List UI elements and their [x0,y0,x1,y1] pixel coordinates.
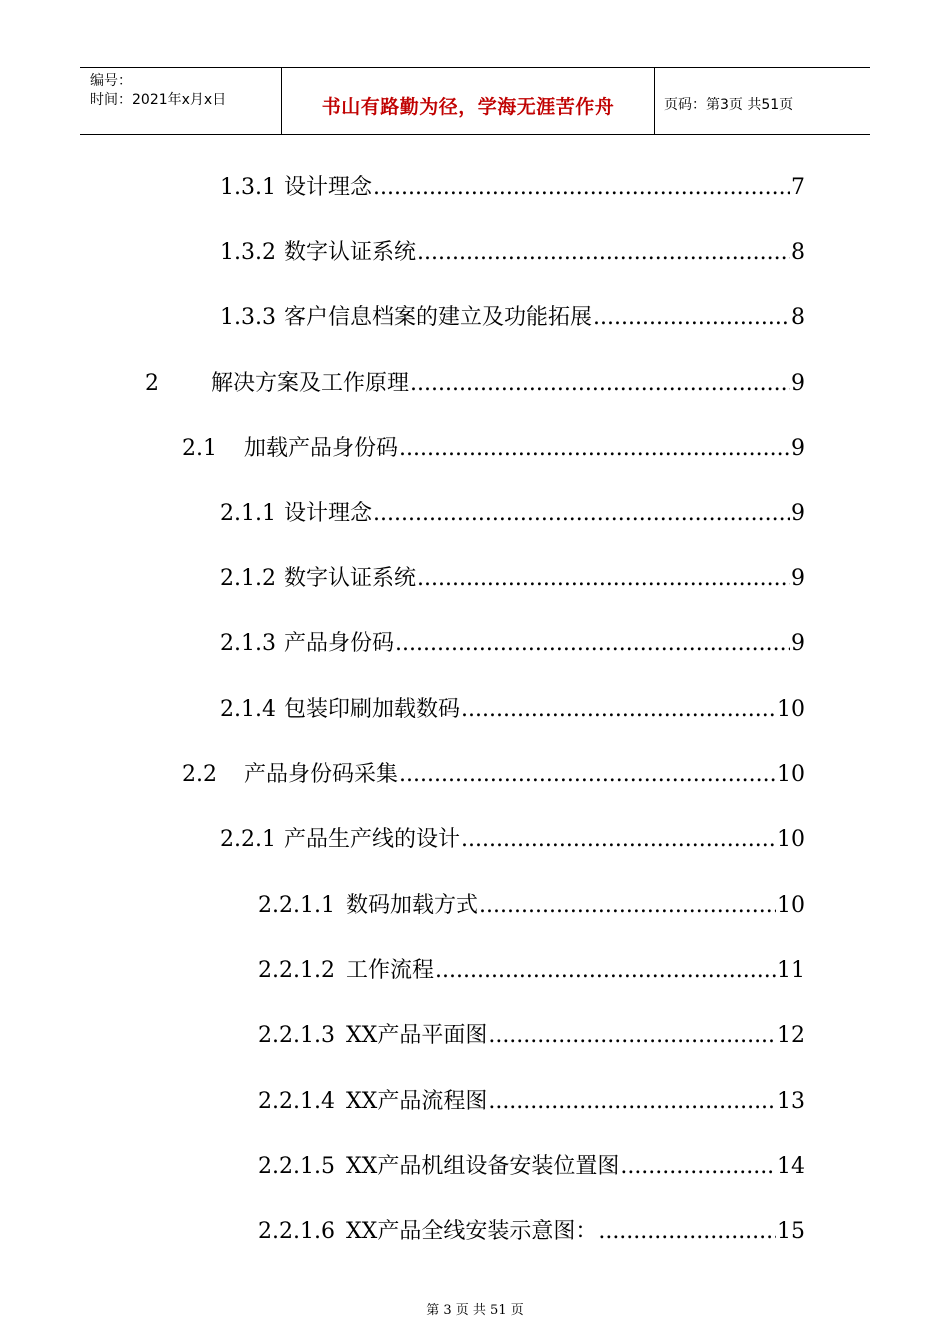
toc-page: 10 [777,893,805,918]
toc-entry[interactable] [220,235,805,265]
toc-title: 产品身份码 [283,631,394,656]
toc-page: 15 [777,1219,805,1244]
toc-number: 2.1 [182,436,217,461]
toc-number: 2.2 [182,762,217,787]
toc-leader [410,371,790,396]
toc-number: 2.2.1.2 [258,958,335,983]
toc-page: 9 [791,371,805,396]
toc-page: 11 [777,958,805,983]
toc-title: 客户信息档案的建立及功能拓展 [283,305,592,330]
toc-entry[interactable] [258,1149,805,1179]
header-left-info [90,72,226,110]
toc-leader [373,175,790,200]
toc-page: 8 [791,305,805,330]
toc-title: 工作流程 [346,958,435,983]
toc-number: 2.1.1 [220,501,276,526]
toc-leader [417,240,790,265]
toc-entry[interactable] [220,561,805,591]
toc-number: 2.2.1.5 [258,1154,335,1179]
toc-number: 2 [145,371,159,396]
toc-entry[interactable] [258,953,805,983]
toc-page: 10 [777,827,805,852]
toc-entry[interactable] [258,888,805,918]
toc-title: 数码加载方式 [346,893,479,918]
page-footer: 第 3 页 共 51 页 [426,1303,524,1318]
toc-leader [620,1154,776,1179]
toc-leader [488,1023,776,1048]
page-header [80,67,870,135]
toc-leader [373,501,790,526]
toc-leader [461,827,776,852]
toc-entry[interactable] [220,692,805,722]
toc-number: 1.3.1 [220,175,276,200]
toc-page: 9 [791,631,805,656]
toc-entry[interactable] [258,1084,805,1114]
toc-entry[interactable] [258,1018,805,1048]
toc-number: 1.3.2 [220,240,276,265]
toc-entry[interactable] [220,170,805,200]
header-divider [654,68,655,134]
toc-title: 数字认证系统 [283,240,416,265]
toc-page: 7 [791,175,805,200]
toc-number: 2.2.1.3 [258,1023,335,1048]
toc-title: 解决方案及工作原理 [211,371,410,396]
toc-entry[interactable] [258,1214,805,1244]
toc-page: 14 [777,1154,805,1179]
toc-leader [417,566,790,591]
toc-number: 2.2.1.6 [258,1219,335,1244]
toc-number: 1.3.3 [220,305,276,330]
toc-page: 9 [791,436,805,461]
toc-entry[interactable] [220,626,805,656]
toc-entry[interactable] [182,757,805,787]
header-motto: 书山有路勤为径，学海无涯苦作舟 [321,96,615,118]
toc-title: XX产品流程图 [346,1089,488,1114]
header-page-info: 页码：第3页 共51页 [664,97,794,113]
toc-leader [479,893,776,918]
toc-title: 设计理念 [283,175,372,200]
toc-entry[interactable] [182,431,805,461]
toc-leader [399,762,776,787]
toc-page: 10 [777,697,805,722]
date-label: 时间：2021年x月x日 [90,92,227,108]
toc-title: XX产品全线安装示意图： [346,1219,598,1244]
toc-title: XX产品机组设备安装位置图 [346,1154,620,1179]
toc-page: 13 [777,1089,805,1114]
toc-number: 2.2.1 [220,827,276,852]
toc-number: 2.1.2 [220,566,276,591]
toc-title: 产品生产线的设计 [283,827,460,852]
toc-page: 10 [777,762,805,787]
toc-leader [593,305,790,330]
toc-title: 加载产品身份码 [244,436,399,461]
toc-page: 9 [791,501,805,526]
toc-page: 12 [777,1023,805,1048]
toc-leader [399,436,790,461]
toc-leader [435,958,776,983]
toc-page: 9 [791,566,805,591]
toc-title: 数字认证系统 [283,566,416,591]
toc-leader [395,631,790,656]
toc-leader [488,1089,776,1114]
toc-leader [598,1219,776,1244]
toc-title: 设计理念 [283,501,372,526]
serial-label: 编号： [90,73,132,89]
toc-entry[interactable] [220,300,805,330]
toc-number: 2.2.1.1 [258,893,335,918]
toc-number: 2.2.1.4 [258,1089,335,1114]
toc-entry[interactable] [220,822,805,852]
toc-title: XX产品平面图 [346,1023,488,1048]
toc-number: 2.1.3 [220,631,276,656]
toc-entry[interactable] [145,366,805,396]
toc-title: 包装印刷加载数码 [283,697,460,722]
toc-entry[interactable] [220,496,805,526]
toc-leader [461,697,776,722]
toc-page: 8 [791,240,805,265]
toc-number: 2.1.4 [220,697,276,722]
toc-title: 产品身份码采集 [244,762,399,787]
